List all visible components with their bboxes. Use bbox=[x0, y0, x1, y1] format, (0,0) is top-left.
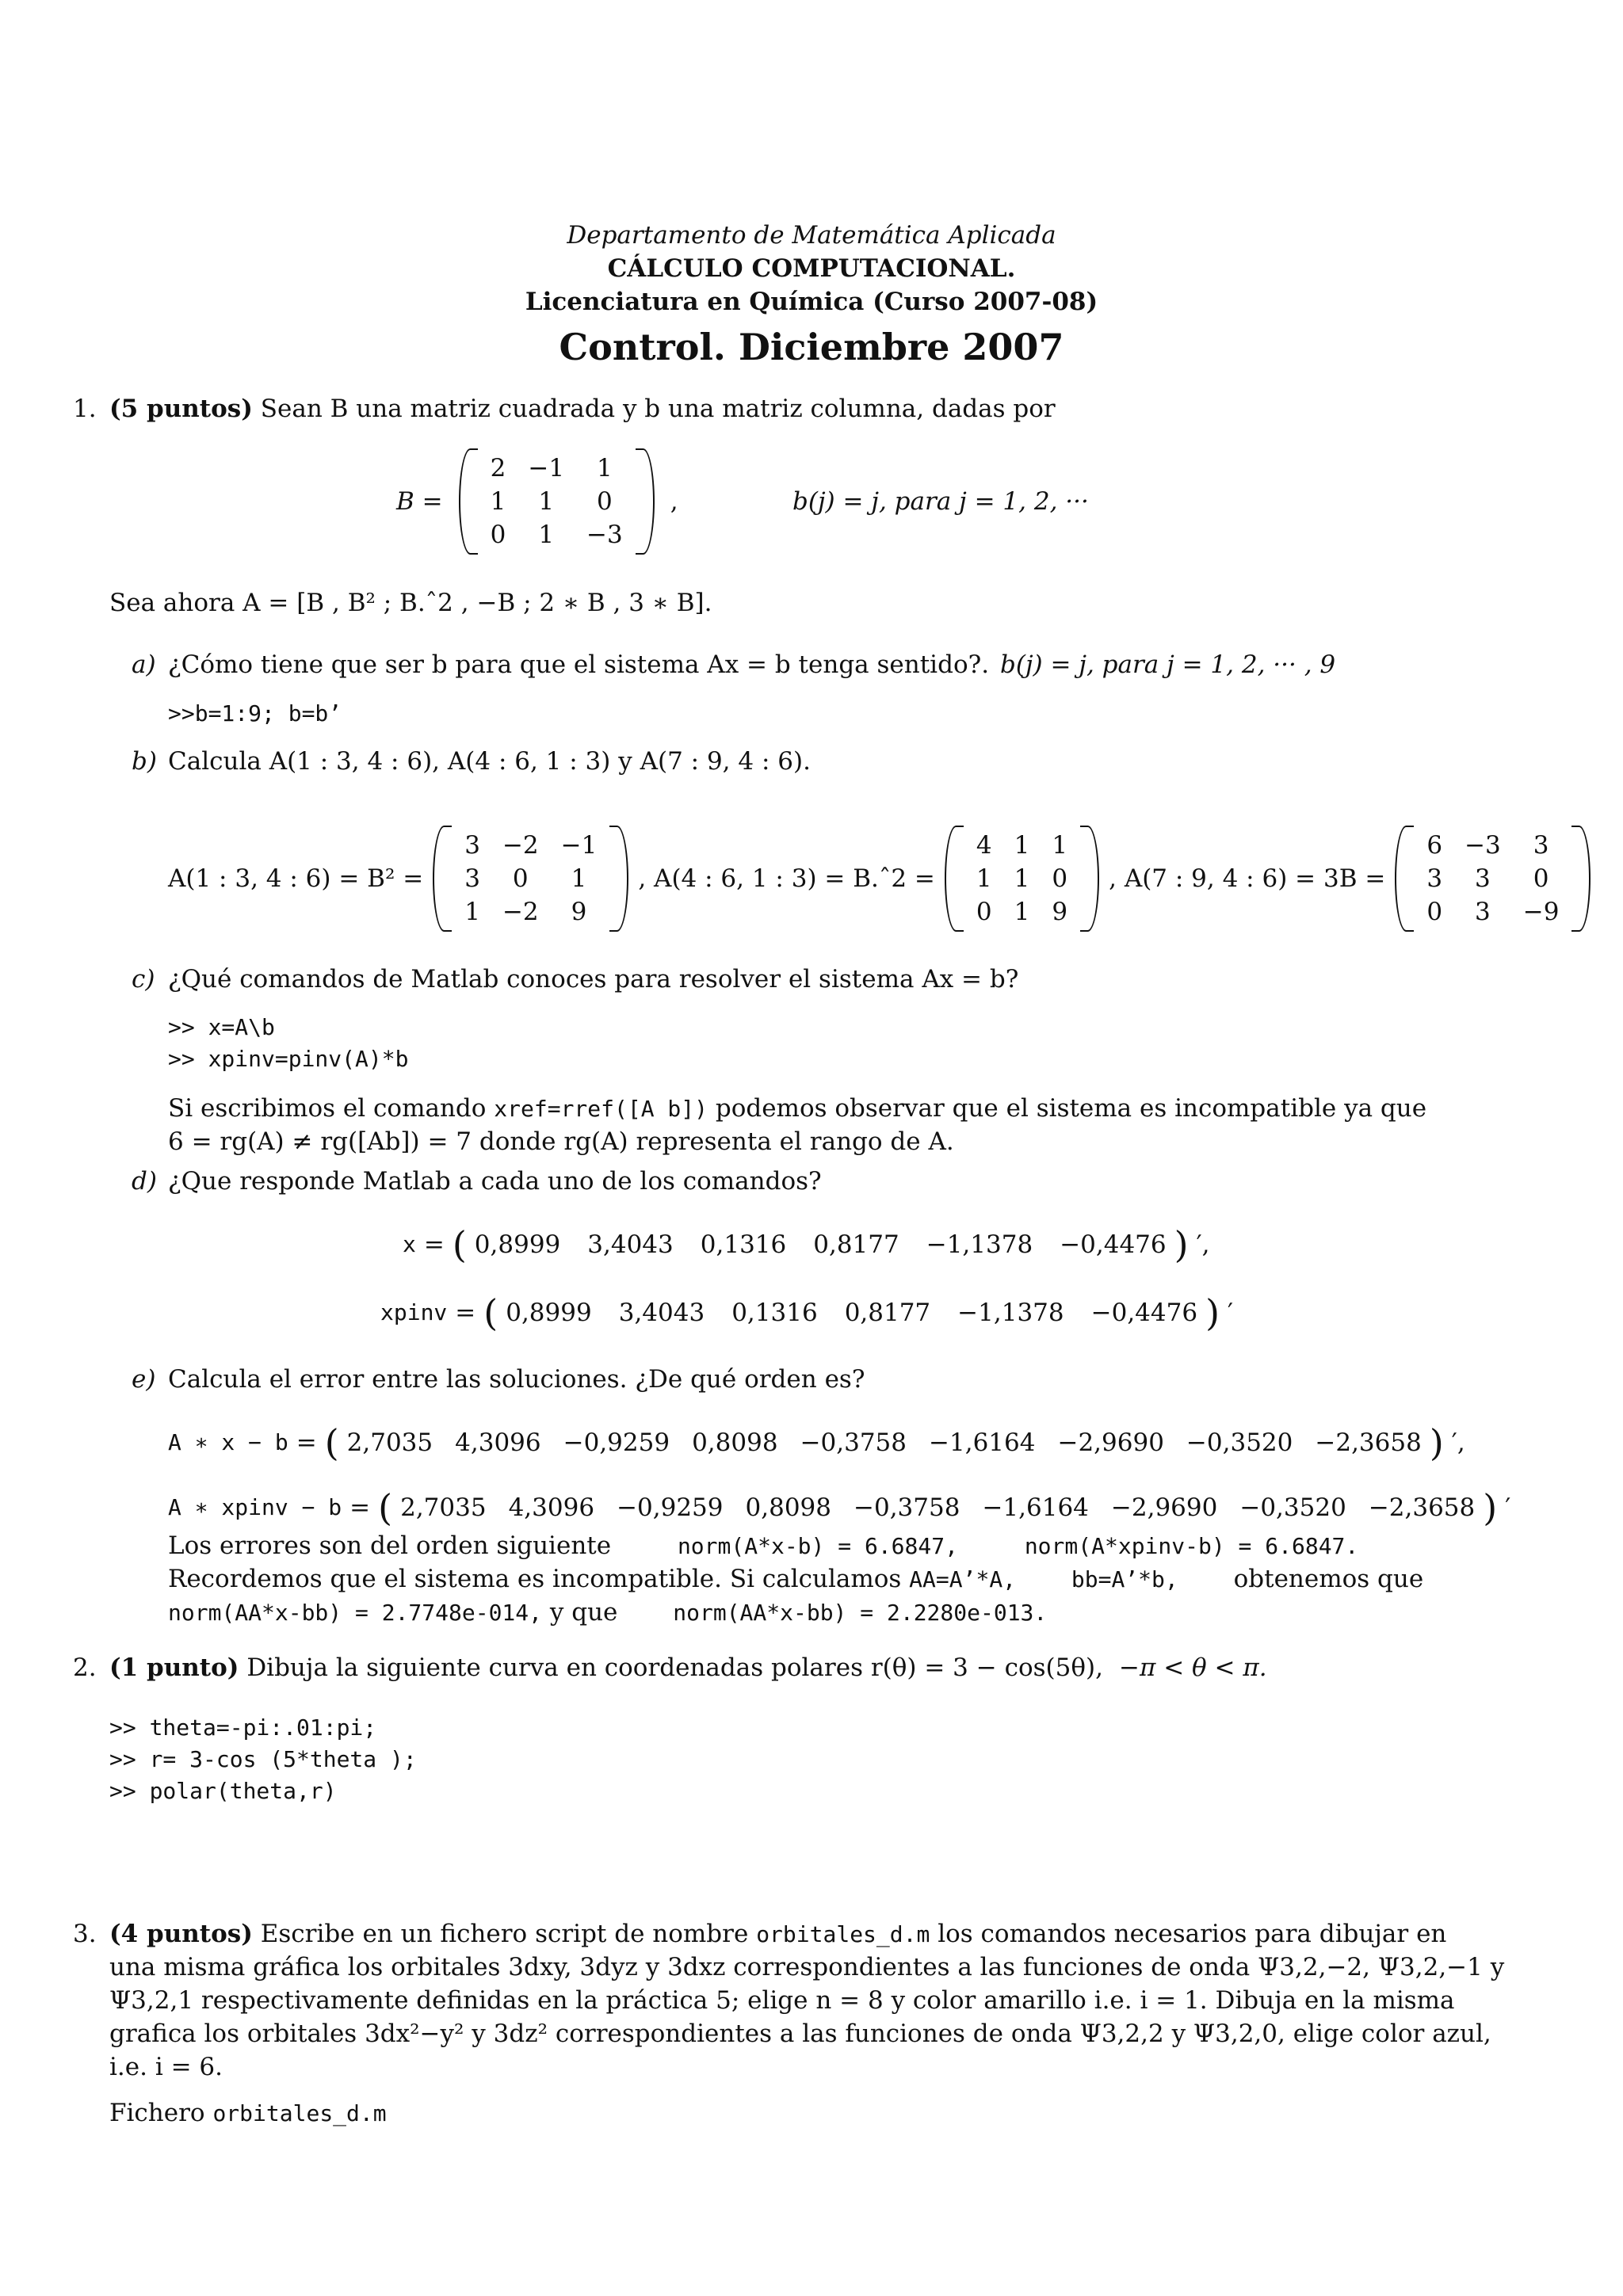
submatrices-row bbox=[168, 829, 1594, 929]
part-d-label: d) bbox=[132, 1167, 157, 1196]
err2-values bbox=[400, 1491, 1475, 1524]
q1-text: Sean B una matriz cuadrada y b una matriz columna, dadas por bbox=[260, 395, 1056, 423]
q3-line-1: (4 puntos) Escribe en un fichero script de nombre orbitales_d.m los comandos necesarios para dibujar en bbox=[109, 1920, 1447, 1948]
matrix-m2-cell: 1 bbox=[1014, 864, 1030, 893]
x-vector-entry: −0,4476 bbox=[1060, 1230, 1167, 1259]
part-c-label: c) bbox=[132, 965, 155, 994]
matrix-m3-row bbox=[1415, 862, 1570, 895]
matrix-m1-cell: 1 bbox=[464, 898, 480, 926]
xpinv-vector-entry: 3,4043 bbox=[618, 1299, 705, 1327]
part-a-label: a) bbox=[132, 650, 156, 679]
xpinv-vector-line: xpinv = ( 0,8999 3,4043 0,1316 0,8177 −1,1378 −0,4476 ) ′ bbox=[380, 1291, 1234, 1334]
bb-code: bb=A’*b, bbox=[1071, 1566, 1178, 1592]
err1-vector-entry: 0,8098 bbox=[692, 1428, 778, 1457]
err2-vector-entry: −2,9690 bbox=[1110, 1493, 1218, 1522]
matrix-B-cell: 1 bbox=[538, 487, 555, 516]
q1-number: 1. bbox=[73, 395, 97, 423]
matrix-B-label: B = bbox=[396, 487, 443, 516]
norm-aa-line: norm(AA*x-bb) = 2.7748e-014, y que norm(AA*x-bb) = 2.2280e-013. bbox=[168, 1598, 1048, 1627]
x-vector-line: x = ( 0,8999 3,4043 0,1316 0,8177 −1,1378 −0,4476 ) ′, bbox=[403, 1223, 1210, 1266]
department-line: Departamento de Matemática Aplicada bbox=[567, 221, 1056, 250]
matrix-B-row bbox=[479, 518, 634, 551]
matrix-B-block: B = 2 −1 1 1 1 0 0 1 −3 , bbox=[396, 452, 678, 551]
err2-vector-entry: 4,3096 bbox=[508, 1493, 595, 1522]
err2-vector-entry: −0,9259 bbox=[617, 1493, 724, 1522]
matrix-B-row bbox=[479, 452, 634, 485]
part-d-text: ¿Que responde Matlab a cada uno de los comandos? bbox=[168, 1167, 822, 1196]
err1-label: A ∗ x − b bbox=[168, 1429, 288, 1455]
matrix-B-cell: −3 bbox=[586, 521, 623, 549]
errors-line: Los errores son del orden siguiente norm(A*x-b) = 6.6847, norm(A*xpinv-b) = 6.6847. bbox=[168, 1531, 1359, 1560]
matrix-m2 bbox=[941, 829, 1102, 929]
x-vector-entry: 0,8999 bbox=[474, 1230, 561, 1259]
err1-vector-entry: 4,3096 bbox=[455, 1428, 541, 1457]
matrix-m3-row bbox=[1415, 895, 1570, 929]
err1-values bbox=[347, 1426, 1422, 1459]
q3-line-5: i.e. i = 6. bbox=[109, 2053, 223, 2081]
err2-line: A ∗ xpinv − b = ( 2,7035 4,3096 −0,9259 0,8098 −0,3758 −1,6164 −2,9690 −0,3520 −2,3658 ) ′ bbox=[168, 1486, 1511, 1529]
matrix-m1-cell: 0 bbox=[512, 864, 529, 893]
matrix-m2-row bbox=[965, 895, 1079, 929]
err1-vector-entry: −0,9259 bbox=[563, 1428, 670, 1457]
matrix-m1-row bbox=[453, 895, 608, 929]
err1-vector-entry: −0,3758 bbox=[800, 1428, 907, 1457]
matrix-m3-cell: −3 bbox=[1465, 831, 1501, 860]
matrix-m2-cell: 4 bbox=[976, 831, 992, 860]
xpinv-vector-entry: 0,8177 bbox=[844, 1299, 931, 1327]
q1-statement bbox=[109, 392, 1056, 425]
err2-label: A ∗ xpinv − b bbox=[168, 1494, 342, 1520]
part-b-text: Calcula A(1 : 3, 4 : 6), A(4 : 6, 1 : 3) y A(7 : 9, 4 : 6). bbox=[168, 747, 811, 776]
q2-statement bbox=[109, 1651, 1103, 1684]
matrix-m3-cell: −9 bbox=[1522, 898, 1560, 926]
matrix-m3-cell: 0 bbox=[1426, 898, 1443, 926]
part-c-note-2: 6 = rg(A) ≠ rg([Ab]) = 7 donde rg(A) representa el rango de A. bbox=[168, 1127, 954, 1156]
sea-ahora-line: Sea ahora A = [B , B² ; B.ˆ2 , −B ; 2 ∗ B , 3 ∗ B]. bbox=[109, 589, 712, 617]
err2-vector-entry: −2,3658 bbox=[1368, 1493, 1476, 1522]
xpinv-vector-entry: −1,1378 bbox=[957, 1299, 1064, 1327]
norm-aa-x2-code: norm(AA*x-bb) = 2.2280e-013. bbox=[673, 1600, 1048, 1626]
matrix-m2-cell: 1 bbox=[1052, 831, 1068, 860]
q3-filename-code: orbitales_d.m bbox=[756, 1921, 930, 1947]
part-e-label: e) bbox=[132, 1365, 156, 1394]
matrix-m2-cell: 1 bbox=[1014, 831, 1030, 860]
q3-points: (4 puntos) bbox=[109, 1920, 253, 1948]
xpinv-vector-entry: 0,8999 bbox=[506, 1299, 592, 1327]
q3-line-2: una misma gráfica los orbitales 3dxy, 3dyz y 3dxz correspondientes a las funciones de onda Ψ3,2,−2, Ψ3,2,−1 y bbox=[109, 1953, 1505, 1981]
part-c-code-1: >> x=A\b bbox=[168, 1014, 275, 1040]
q3-line-4: grafica los orbitales 3dx²−y² y 3dz² correspondientes a las funciones de onda Ψ3,2,2 y Ψ3,2,0, elige color azul, bbox=[109, 2019, 1491, 2048]
part-c-text: ¿Qué comandos de Matlab conoces para resolver el sistema Ax = b? bbox=[168, 965, 1019, 994]
exam-title: Control. Diciembre 2007 bbox=[559, 326, 1064, 368]
q2-code-3: >> polar(theta,r) bbox=[109, 1778, 337, 1804]
norm-aa-x-code: norm(AA*x-bb) = 2.7748e-014, bbox=[168, 1600, 543, 1626]
q2-code-2: >> r= 3-cos (5*theta ); bbox=[109, 1746, 417, 1772]
rref-code: xref=rref([A b]) bbox=[494, 1096, 708, 1122]
q1-points: (5 puntos) bbox=[109, 395, 253, 423]
part-c-note-1: Si escribimos el comando xref=rref([A b]) podemos observar que el sistema es incompatible ya que bbox=[168, 1094, 1427, 1123]
q2-text: Dibuja la siguiente curva en coordenadas polares r(θ) = 3 − cos(5θ), bbox=[246, 1653, 1103, 1682]
matrix-m1-cell: −2 bbox=[502, 898, 539, 926]
part-a-text: ¿Cómo tiene que ser b para que el sistema Ax = b tenga sentido?. bbox=[168, 650, 990, 679]
matrix-m1-cell: −1 bbox=[560, 831, 598, 860]
xpinv-vector-entry: −0,4476 bbox=[1090, 1299, 1198, 1327]
xpinv-values bbox=[506, 1296, 1197, 1329]
x-label: x bbox=[403, 1231, 416, 1257]
matrix-m1-row bbox=[453, 829, 608, 862]
matrix-m2-cell: 0 bbox=[1052, 864, 1068, 893]
q3-number: 3. bbox=[73, 1920, 97, 1948]
recordemos-line: Recordemos que el sistema es incompatible. Si calculamos AA=A’*A, bb=A’*b, obtenemos que bbox=[168, 1565, 1424, 1593]
err2-vector-entry: −0,3758 bbox=[854, 1493, 960, 1522]
q2-points: (1 punto) bbox=[109, 1653, 239, 1682]
matrix-B-cell: 2 bbox=[490, 454, 506, 482]
part-e-text: Calcula el error entre las soluciones. ¿De qué orden es? bbox=[168, 1365, 865, 1394]
q2-code-1: >> theta=-pi:.01:pi; bbox=[109, 1714, 377, 1741]
err1-vector-entry: −1,6164 bbox=[929, 1428, 1036, 1457]
matrix-B-cell: 1 bbox=[597, 454, 613, 482]
xpinv-label: xpinv bbox=[380, 1299, 448, 1325]
matrix-m3-cell: 3 bbox=[1475, 898, 1491, 926]
err2-vector-entry: −1,6164 bbox=[982, 1493, 1089, 1522]
m1-label: A(1 : 3, 4 : 6) = B² = bbox=[168, 864, 424, 893]
x-vector-entry: 3,4043 bbox=[587, 1230, 674, 1259]
matrix-B-cell: 1 bbox=[490, 487, 506, 516]
err1-vector-entry: 2,7035 bbox=[346, 1428, 433, 1457]
matrix-m3-row bbox=[1415, 829, 1570, 862]
matrix-m2-cell: 0 bbox=[976, 898, 992, 926]
matrix-m2-row bbox=[965, 829, 1079, 862]
matrix-B-cell: 0 bbox=[597, 487, 613, 516]
matrix-m1-cell: 3 bbox=[464, 831, 480, 860]
x-vector-entry: 0,1316 bbox=[700, 1230, 787, 1259]
matrix-B bbox=[456, 452, 658, 551]
m3-label: , A(7 : 9, 4 : 6) = 3B = bbox=[1109, 864, 1386, 893]
part-b-label: b) bbox=[132, 747, 157, 776]
matrix-m3-cell: 3 bbox=[1426, 864, 1443, 893]
matrix-B-cell: 1 bbox=[538, 521, 555, 549]
q2-range: −π < θ < π. bbox=[1119, 1653, 1267, 1682]
matrix-m1-row bbox=[453, 862, 608, 895]
course-title: CÁLCULO COMPUTACIONAL. bbox=[607, 254, 1016, 283]
aa-code: AA=A’*A, bbox=[909, 1566, 1017, 1592]
matrix-m2-cell: 1 bbox=[976, 864, 992, 893]
matrix-m3-cell: 3 bbox=[1475, 864, 1491, 893]
matrix-B-cell: 0 bbox=[490, 521, 506, 549]
x-values bbox=[475, 1228, 1167, 1261]
matrix-B-row bbox=[479, 485, 634, 518]
x-vector-entry: −1,1378 bbox=[926, 1230, 1033, 1259]
part-a-answer: b(j) = j, para j = 1, 2, ··· , 9 bbox=[1000, 650, 1336, 679]
q2-number: 2. bbox=[73, 1653, 97, 1682]
matrix-m2-cell: 1 bbox=[1014, 898, 1030, 926]
err1-vector-entry: −0,3520 bbox=[1186, 1428, 1293, 1457]
part-a-code: >>b=1:9; b=b’ bbox=[168, 700, 342, 727]
err1-vector-entry: −2,3658 bbox=[1315, 1428, 1422, 1457]
err2-vector-entry: 2,7035 bbox=[400, 1493, 487, 1522]
matrix-m3-cell: 0 bbox=[1533, 864, 1549, 893]
m2-label: , A(4 : 6, 1 : 3) = B.ˆ2 = bbox=[638, 864, 935, 893]
err1-line: A ∗ x − b = ( 2,7035 4,3096 −0,9259 0,8098 −0,3758 −1,6164 −2,9690 −0,3520 −2,3658 ) ′, bbox=[168, 1421, 1465, 1464]
q3-file-line: Fichero orbitales_d.m bbox=[109, 2099, 387, 2127]
q3-line-3: Ψ3,2,1 respectivamente definidas en la práctica 5; elige n = 8 y color amarillo i.e. i = 1. Dibuja en la misma bbox=[109, 1986, 1455, 2015]
err2-vector-entry: −0,3520 bbox=[1239, 1493, 1346, 1522]
matrix-m2-row bbox=[965, 862, 1079, 895]
degree-line: Licenciatura en Química (Curso 2007-08) bbox=[525, 288, 1098, 316]
matrix-m1-cell: 3 bbox=[464, 864, 480, 893]
q3-file-code: orbitales_d.m bbox=[212, 2100, 387, 2126]
matrix-m1-cell: −2 bbox=[502, 831, 539, 860]
xpinv-vector-entry: 0,1316 bbox=[731, 1299, 818, 1327]
matrix-m1-cell: 9 bbox=[571, 898, 587, 926]
err1-vector-entry: −2,9690 bbox=[1057, 1428, 1164, 1457]
matrix-m1 bbox=[430, 829, 632, 929]
part-c-code-2: >> xpinv=pinv(A)*b bbox=[168, 1046, 409, 1072]
err2-vector-entry: 0,8098 bbox=[745, 1493, 831, 1522]
matrix-m1-cell: 1 bbox=[571, 864, 587, 893]
matrix-m3-cell: 6 bbox=[1426, 831, 1443, 860]
matrix-m3 bbox=[1392, 829, 1594, 929]
matrix-B-cell: −1 bbox=[528, 454, 565, 482]
matrix-m2-cell: 9 bbox=[1052, 898, 1068, 926]
x-vector-entry: 0,8177 bbox=[813, 1230, 899, 1259]
matrix-m3-cell: 3 bbox=[1533, 831, 1549, 860]
norm-xpinv-code: norm(A*xpinv-b) = 6.6847. bbox=[1024, 1533, 1359, 1559]
b-definition: b(j) = j, para j = 1, 2, ··· bbox=[792, 487, 1089, 516]
norm-x-code: norm(A*x-b) = 6.6847, bbox=[677, 1533, 958, 1559]
